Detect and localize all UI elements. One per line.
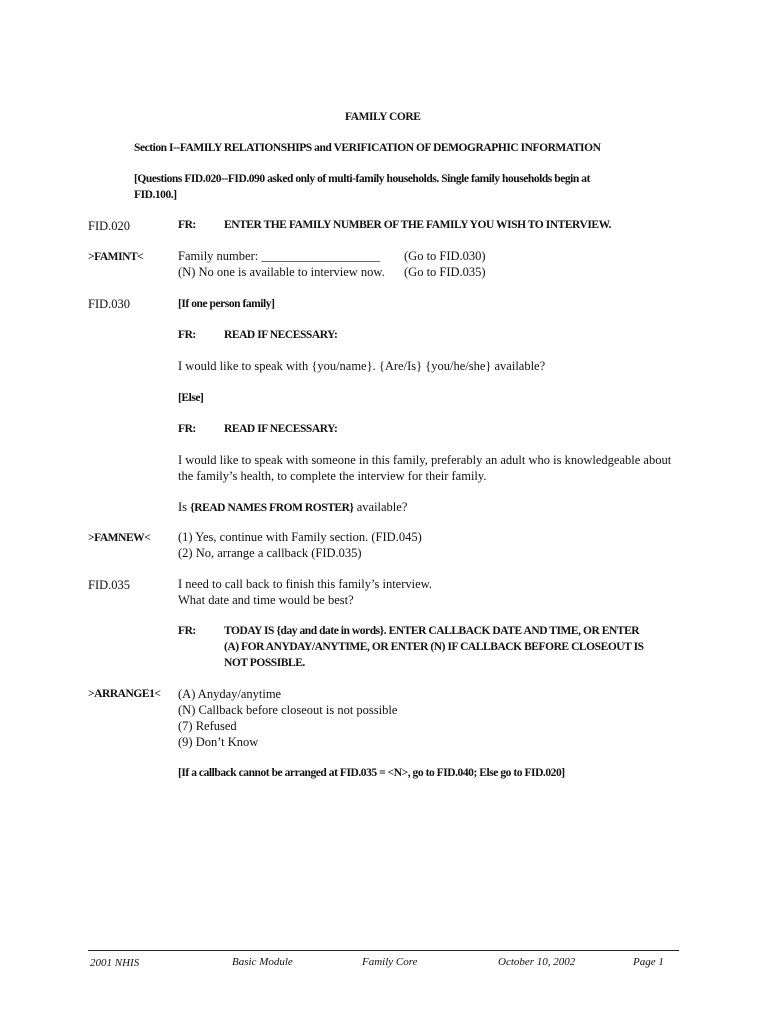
arrange1-skip-note: [If a callback cannot be arranged at FID.035 = <N>, go to FID.040; Else go to FID.020]	[178, 767, 565, 779]
fid035-instruction-line-3: NOT POSSIBLE.	[224, 657, 305, 669]
famint-goto-1: (Go to FID.030)	[404, 249, 486, 263]
footer-section: Family Core	[362, 956, 418, 968]
fid030-text-3-suffix: available?	[353, 500, 408, 514]
footer-rule	[88, 950, 679, 951]
fid035-fr: FR:	[178, 625, 196, 637]
fid030-fr-2: FR:	[178, 423, 196, 435]
fid035-instruction-line-2: (A) FOR ANYDAY/ANYTIME, OR ENTER (N) IF CALLBACK BEFORE CLOSEOUT IS	[224, 641, 644, 653]
footer-date: October 10, 2002	[498, 956, 576, 968]
fid030-label: FID.030	[88, 297, 131, 311]
fid030-text-2-line-1: I would like to speak with someone in this family, preferably an adult who is knowledgeable about	[178, 453, 672, 467]
footer-survey: 2001 NHIS	[90, 957, 140, 969]
section-heading: Section I--FAMILY RELATIONSHIPS and VERIFICATION OF DEMOGRAPHIC INFORMATION	[134, 142, 601, 154]
famint-goto-2: (Go to FID.035)	[404, 265, 486, 279]
fid020-label: FID.020	[88, 219, 131, 233]
famint-label: >FAMINT<	[88, 251, 144, 263]
famint-option-2: (N) No one is available to interview now.	[178, 265, 385, 279]
fid020-fr: FR:	[178, 219, 196, 231]
fid035-label: FID.035	[88, 578, 131, 592]
footer-module: Basic Module	[232, 956, 293, 968]
fid020-instruction: ENTER THE FAMILY NUMBER OF THE FAMILY YOU WISH TO INTERVIEW.	[224, 219, 612, 231]
fid030-condition-1: [If one person family]	[178, 298, 275, 310]
footer-page-number: Page 1	[633, 956, 664, 968]
arrange1-option-n: (N) Callback before closeout is not possible	[178, 703, 398, 717]
fid030-read-2: READ IF NECESSARY:	[224, 423, 338, 435]
fid030-text-1: I would like to speak with {you/name}. {Are/Is} {you/he/she} available?	[178, 359, 546, 373]
famint-option-1: Family number: ___________________	[178, 249, 381, 263]
fid030-fr-1: FR:	[178, 329, 196, 341]
doc-title: FAMILY CORE	[345, 111, 421, 123]
arrange1-option-a: (A) Anyday/anytime	[178, 687, 282, 701]
famnew-option-1: (1) Yes, continue with Family section. (FID.045)	[178, 530, 422, 544]
arrange1-option-9: (9) Don’t Know	[178, 735, 259, 749]
intro-line-1: [Questions FID.020--FID.090 asked only of multi-family households. Single family households begin at	[134, 173, 590, 185]
fid030-text-2-line-2: the family’s health, to complete the interview for their family.	[178, 469, 487, 483]
fid030-read-1: READ IF NECESSARY:	[224, 329, 338, 341]
fid030-condition-2: [Else]	[178, 392, 204, 404]
fid030-text-3-prefix: Is	[178, 500, 191, 514]
fid030-text-3-bold: {READ NAMES FROM ROSTER}	[190, 502, 354, 514]
fid035-instruction-line-1: TODAY IS {day and date in words}. ENTER CALLBACK DATE AND TIME, OR ENTER	[224, 625, 640, 637]
fid030-text-3	[178, 499, 407, 516]
intro-line-2: FID.100.]	[134, 189, 177, 201]
famnew-option-2: (2) No, arrange a callback (FID.035)	[178, 546, 362, 560]
arrange1-option-7: (7) Refused	[178, 719, 237, 733]
arrange1-label: >ARRANGE1<	[88, 688, 161, 700]
fid035-text-line-1: I need to call back to finish this family’s interview.	[178, 577, 432, 591]
famnew-label: >FAMNEW<	[88, 532, 151, 544]
fid035-text-line-2: What date and time would be best?	[178, 593, 354, 607]
